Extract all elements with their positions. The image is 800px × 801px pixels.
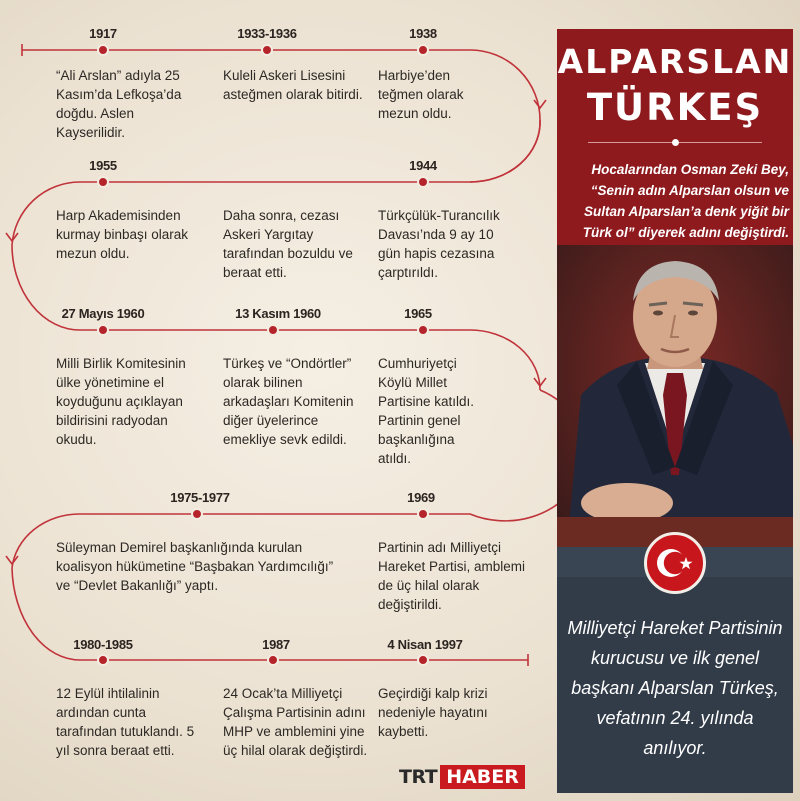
timeline-year: 1980-1985 (73, 637, 133, 652)
timeline-dot (417, 324, 429, 336)
timeline-dot (97, 176, 109, 188)
timeline-event-text: Harbiye’den teğmen olarak mezun oldu. (378, 68, 464, 121)
timeline-year: 1987 (262, 637, 290, 652)
timeline-dot (97, 324, 109, 336)
timeline-event-text: 24 Ocak’ta Milliyetçi Çalışma Partisinin adını MHP ve amblemini yine üç hilal olarak değiştirdi. (223, 686, 368, 758)
portrait-illustration (557, 245, 793, 547)
timeline-year: 27 Mayıs 1960 (61, 306, 145, 321)
timeline-dot (417, 654, 429, 666)
timeline-year: 1955 (89, 158, 117, 173)
timeline-year: 1969 (407, 490, 435, 505)
portrait-photo (557, 245, 793, 547)
divider-dot (672, 139, 679, 146)
logo-trt: TRT (399, 766, 438, 788)
timeline-event-text: Harp Akademisinden kurmay binbaşı olarak mezun oldu. (56, 208, 189, 261)
logo-haber: HABER (440, 765, 525, 789)
timeline-dot (417, 176, 429, 188)
timeline-dot (267, 654, 279, 666)
timeline-event-text: Türkçülük-Turancılık Davası’nda 9 ay 10 gün hapis cezasına çarptırıldı. (378, 208, 500, 280)
quote-text: Hocalarından Osman Zeki Bey, “Senin adın Alparslan olsun ve Sultan Alparslan’a denk yiğit bir Türk ol” diyerek adını değiştirdi. (582, 162, 789, 240)
timeline-dot (261, 44, 273, 56)
title-line-1: ALPARSLAN (557, 42, 793, 81)
timeline-event-text: Partinin adı Milliyetçi Hareket Partisi, amblemi de üç hilal olarak değiştirildi. (378, 540, 526, 612)
timeline-dot (417, 508, 429, 520)
timeline-event-text: 12 Eylül ihtilalinin ardından cunta tarafından tutuklandı. 5 yıl sonra beraat etti. (56, 686, 195, 758)
timeline-year: 13 Kasım 1960 (235, 306, 321, 321)
timeline-year: 4 Nisan 1997 (387, 637, 463, 652)
timeline-dot (191, 508, 203, 520)
timeline-event-text: Cumhuriyetçi Köylü Millet Partisine katıldı. Partinin genel başkanlığına atıldı. (378, 356, 475, 466)
timeline-year: 1938 (409, 26, 437, 41)
timeline-event-text: Türkeş ve “Ondörtler” olarak bilinen arkadaşları Komitenin diğer üyelerince emekliye sevk edildi. (223, 356, 354, 447)
timeline-year: 1965 (404, 306, 432, 321)
timeline-event-text: Kuleli Askeri Lisesini asteğmen olarak bitirdi. (223, 68, 363, 102)
title-line-2: TÜRKEŞ (586, 86, 764, 129)
timeline-event-text: Geçirdiği kalp krizi nedeniyle hayatını kaybetti. (378, 686, 488, 739)
timeline-dot (417, 44, 429, 56)
trt-haber-logo (399, 765, 525, 789)
timeline-year: 1975-1977 (170, 490, 230, 505)
timeline-event-text: “Ali Arslan” adıyla 25 Kasım’da Lefkoşa’da doğdu. Aslen Kayserilidir. (56, 68, 182, 140)
timeline-year: 1917 (89, 26, 117, 41)
turkish-flag-icon (644, 532, 706, 594)
timeline-event-text: Süleyman Demirel başkanlığında kurulan koalisyon hükümetine “Başbakan Yardımcılığı” ve “Devlet Bakanlığı” yaptı. (56, 540, 334, 593)
timeline-year: 1933-1936 (237, 26, 297, 41)
timeline-dot (97, 654, 109, 666)
timeline-dot (97, 44, 109, 56)
timeline-event-text: Daha sonra, cezası Askeri Yargıtay tarafından bozuldu ve beraat etti. (223, 208, 353, 280)
timeline-dot (267, 324, 279, 336)
timeline-year: 1944 (409, 158, 437, 173)
footer-text: Milliyetçi Hareket Partisinin kurucusu ve ilk genel başkanı Alparslan Türkeş, vefatının 24. yılında anılıyor. (567, 618, 783, 758)
timeline-event-text: Milli Birlik Komitesinin ülke yönetimine el koyduğunu açıklayan bildirisini radyodan okudu. (56, 356, 186, 447)
